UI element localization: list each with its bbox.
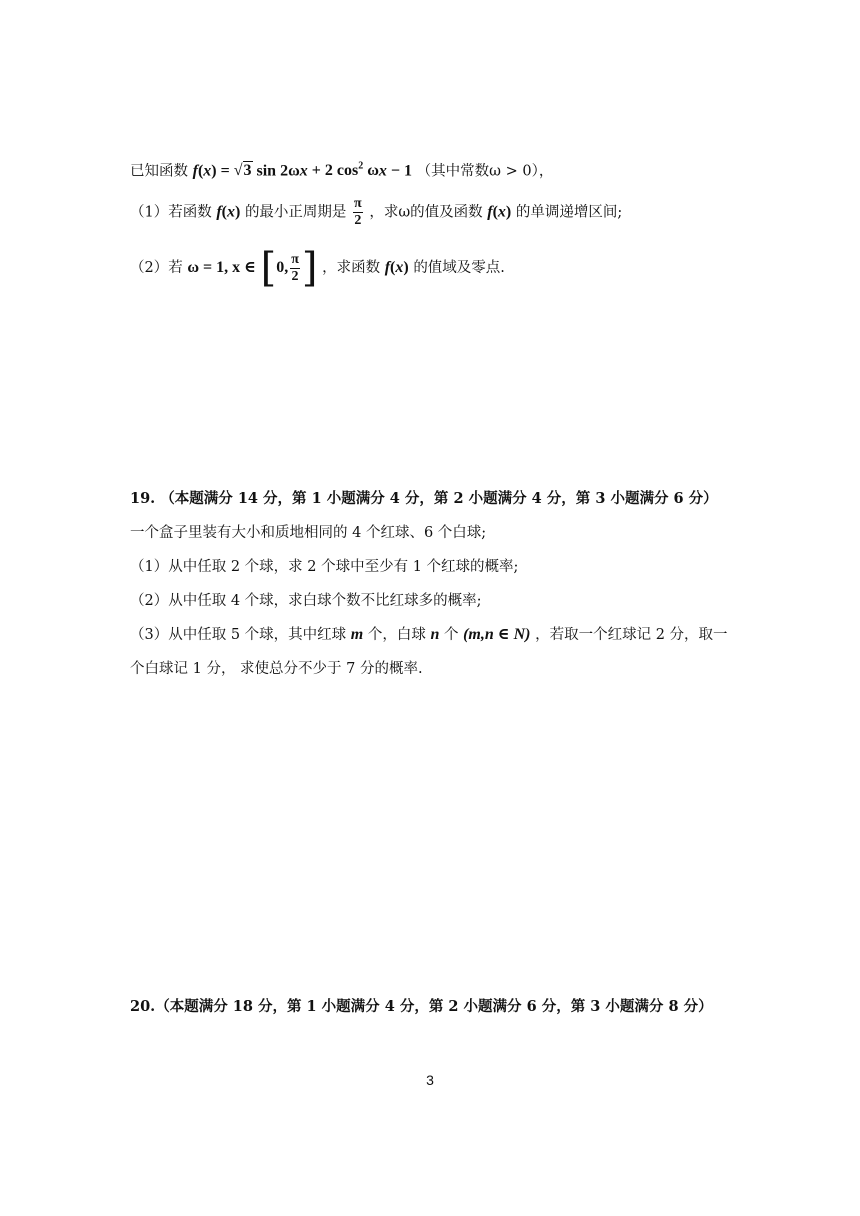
- sqrt-three: √3: [233, 162, 252, 180]
- var-m: m: [350, 626, 364, 643]
- q18-part2: （2）若 ω = 1, x ∈ [0, $\frac{\pi}{2}$ ] ，求函数 f(x) 的值域及零点.: [130, 245, 505, 291]
- q19-part3-line2: 个白球记 1 分， 求使总分不少于 7 分的概率.: [130, 661, 423, 677]
- fraction-pi-over-2: $\frac{\pi}{2}$: [354, 196, 362, 228]
- fraction-pi-over-2-interval: $\frac{\pi}{2}$: [291, 251, 299, 284]
- q19-part2: （2）从中任取 4 个球，求白球个数不比红球多的概率;: [130, 593, 482, 609]
- interval-left: 0,: [276, 259, 289, 276]
- q19-p3-text-a: （3）从中任取 5 个球，其中红球: [130, 627, 347, 643]
- left-bracket: [: [260, 245, 277, 291]
- q18-part1: （1）若函数 f(x) 的最小正周期是 $\frac{\pi}{2}$ ，求ω的值及函数 f(x) 的单调递增区间;: [130, 196, 623, 228]
- q19-p3-text-c: 个: [443, 627, 459, 643]
- right-bracket: ]: [301, 245, 318, 291]
- q20-heading: 20.（本题满分 18 分，第 1 小题满分 4 分，第 2 小题满分 6 分，第 3 小题满分 8 分）: [130, 998, 713, 1015]
- var-n: n: [430, 626, 440, 643]
- q18-p1-text-c: ，求ω的值及函数: [369, 204, 483, 221]
- q18-intro-text: 已知函数: [130, 163, 188, 180]
- set-condition: (m,n ∈ N): [463, 626, 531, 643]
- q19-heading: 19. （本题满分 14 分，第 1 小题满分 4 分，第 2 小题满分 4 分，第 3 小题满分 6 分）: [130, 490, 718, 507]
- q19-part1: （1）从中任取 2 个球，求 2 个球中至少有 1 个红球的概率;: [130, 559, 519, 575]
- q18-p2-text-c: 的值域及零点.: [413, 260, 505, 276]
- q18-p2-text-a: （2）若: [130, 260, 183, 276]
- q19-p3-text-d: ，若取一个红球记 2 分，取一: [535, 627, 728, 643]
- q18-intro: 已知函数 f(x) = √3 sin 2ωx + 2 $\cos^2 \omega x - 1$ （其中常数ω > 0），: [130, 156, 553, 182]
- q18-p1-text-a: （1）若函数: [130, 204, 212, 221]
- function-name: f: [192, 162, 198, 180]
- q18-condition: （其中常数ω > 0），: [416, 163, 554, 180]
- q18-p2-condition: ω = 1, x ∈: [187, 259, 256, 276]
- q18-p1-text-d: 的单调递增区间;: [515, 204, 623, 221]
- q19-stem: 一个盒子里装有大小和质地相同的 4 个红球、6 个白球;: [130, 525, 487, 541]
- q18-p1-text-b: 的最小正周期是: [244, 204, 347, 221]
- page-number: 3: [426, 1072, 434, 1088]
- q19-part3: [130, 624, 728, 646]
- q18-p2-text-b: ，求函数: [322, 260, 381, 276]
- q19-p3-text-b: 个，白球: [367, 627, 426, 643]
